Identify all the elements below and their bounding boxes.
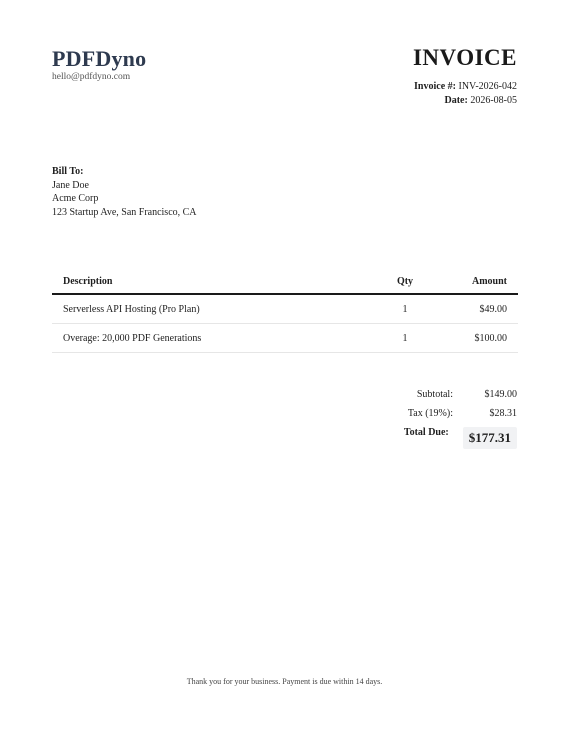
- tax-value: $28.31: [489, 408, 517, 419]
- subtotal-row: [369, 389, 517, 400]
- item-amount: $49.00: [434, 294, 518, 324]
- totals-section: [369, 389, 517, 457]
- footer-note: Thank you for your business. Payment is due within 14 days.: [186, 677, 383, 686]
- column-header-qty: Qty: [376, 268, 434, 294]
- total-due-value: $177.31: [463, 427, 517, 449]
- invoice-number-label: Invoice #:: [414, 81, 456, 92]
- invoice-title: INVOICE: [412, 45, 517, 70]
- bill-to-address: 123 Startup Ave, San Francisco, CA: [52, 206, 197, 218]
- invoice-number: INV-2026-042: [458, 81, 517, 92]
- invoice-date-label: Date:: [444, 95, 468, 106]
- company-email: hello@pdfdyno.com: [52, 72, 131, 82]
- bill-to-name: Jane Doe: [52, 179, 89, 191]
- invoice-header: [413, 44, 517, 108]
- column-header-description: Description: [52, 268, 376, 294]
- item-description: Overage: 20,000 PDF Generations: [52, 324, 376, 353]
- table-row: [52, 324, 518, 353]
- company-name: PDFDyno: [52, 46, 147, 71]
- item-qty: 1: [376, 294, 434, 324]
- company-header: [52, 46, 146, 82]
- tax-label: Tax (19%):: [407, 408, 453, 419]
- bill-to-section: [52, 165, 197, 219]
- invoice-date: 2026-08-05: [470, 95, 517, 106]
- column-header-amount: Amount: [434, 268, 518, 294]
- invoice-number-line: [413, 80, 517, 94]
- bill-to-heading: Bill To:: [52, 166, 84, 177]
- total-due-label: Total Due:: [403, 427, 449, 438]
- table-header-row: [52, 268, 518, 294]
- subtotal-label: Subtotal:: [416, 389, 453, 400]
- table-row: [52, 294, 518, 324]
- tax-row: [369, 408, 517, 419]
- line-items-table: [52, 268, 518, 353]
- item-amount: $100.00: [434, 324, 518, 353]
- total-due-row: [369, 427, 517, 449]
- item-qty: 1: [376, 324, 434, 353]
- subtotal-value: $149.00: [484, 389, 517, 400]
- bill-to-company: Acme Corp: [52, 193, 99, 204]
- invoice-date-line: [413, 94, 517, 108]
- item-description: Serverless API Hosting (Pro Plan): [52, 294, 376, 324]
